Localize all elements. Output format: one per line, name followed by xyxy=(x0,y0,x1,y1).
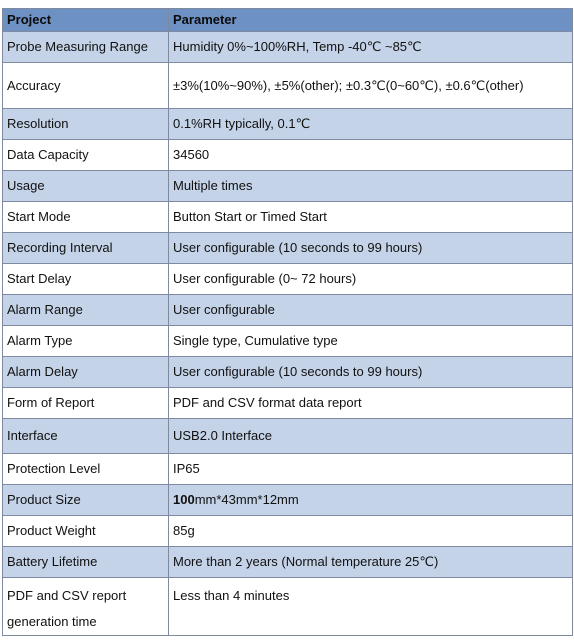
table-row xyxy=(3,140,573,171)
header-project: Project xyxy=(3,9,169,32)
table-row xyxy=(3,233,573,264)
row-value: User configurable (0~ 72 hours) xyxy=(169,264,573,295)
row-label-line2: generation time xyxy=(7,614,97,629)
row-label: Alarm Delay xyxy=(3,357,169,388)
table-row xyxy=(3,547,573,578)
row-label: Interface xyxy=(3,419,169,454)
header-parameter: Parameter xyxy=(169,9,573,32)
row-value: 85g xyxy=(169,516,573,547)
row-label: Alarm Type xyxy=(3,326,169,357)
row-value: User configurable (10 seconds to 99 hours) xyxy=(169,233,573,264)
row-label: Alarm Range xyxy=(3,295,169,326)
table-row xyxy=(3,32,573,63)
row-label: Battery Lifetime xyxy=(3,547,169,578)
row-label: Start Mode xyxy=(3,202,169,233)
table-row xyxy=(3,63,573,109)
table-row xyxy=(3,202,573,233)
row-label: Recording Interval xyxy=(3,233,169,264)
row-value xyxy=(169,485,573,516)
row-value: ±3%(10%~90%), ±5%(other); ±0.3℃(0~60℃), ±0.6℃(other) xyxy=(169,63,573,109)
table-row xyxy=(3,326,573,357)
table-header-row xyxy=(3,9,573,32)
row-label: Data Capacity xyxy=(3,140,169,171)
table-row xyxy=(3,578,573,636)
row-label: Resolution xyxy=(3,109,169,140)
row-value: Humidity 0%~100%RH, Temp -40℃ ~85℃ xyxy=(169,32,573,63)
row-label: Probe Measuring Range xyxy=(3,32,169,63)
size-length: 100 xyxy=(173,492,195,507)
row-value: IP65 xyxy=(169,454,573,485)
row-value: User configurable xyxy=(169,295,573,326)
table-row xyxy=(3,516,573,547)
table-row xyxy=(3,171,573,202)
row-value: PDF and CSV format data report xyxy=(169,388,573,419)
row-label: Product Weight xyxy=(3,516,169,547)
spec-table xyxy=(2,8,573,636)
table-row xyxy=(3,357,573,388)
table-row xyxy=(3,109,573,140)
table-row xyxy=(3,264,573,295)
table-row xyxy=(3,388,573,419)
row-value: USB2.0 Interface xyxy=(169,419,573,454)
size-rest: mm*43mm*12mm xyxy=(194,492,299,507)
row-value: Single type, Cumulative type xyxy=(169,326,573,357)
row-value: Less than 4 minutes xyxy=(169,578,573,636)
row-label: Protection Level xyxy=(3,454,169,485)
row-value: 0.1%RH typically, 0.1℃ xyxy=(169,109,573,140)
row-value: More than 2 years (Normal temperature 25℃) xyxy=(169,547,573,578)
row-value: 34560 xyxy=(169,140,573,171)
row-value: User configurable (10 seconds to 99 hours) xyxy=(169,357,573,388)
row-value: Button Start or Timed Start xyxy=(169,202,573,233)
row-label: Start Delay xyxy=(3,264,169,295)
row-label: Product Size xyxy=(3,485,169,516)
row-value: Multiple times xyxy=(169,171,573,202)
table-row xyxy=(3,419,573,454)
row-label: Form of Report xyxy=(3,388,169,419)
row-label-line1: PDF and CSV report xyxy=(7,588,127,603)
table-row xyxy=(3,295,573,326)
row-label: Accuracy xyxy=(3,63,169,109)
row-label: Usage xyxy=(3,171,169,202)
table-row xyxy=(3,485,573,516)
table-row xyxy=(3,454,573,485)
row-label xyxy=(3,578,169,636)
